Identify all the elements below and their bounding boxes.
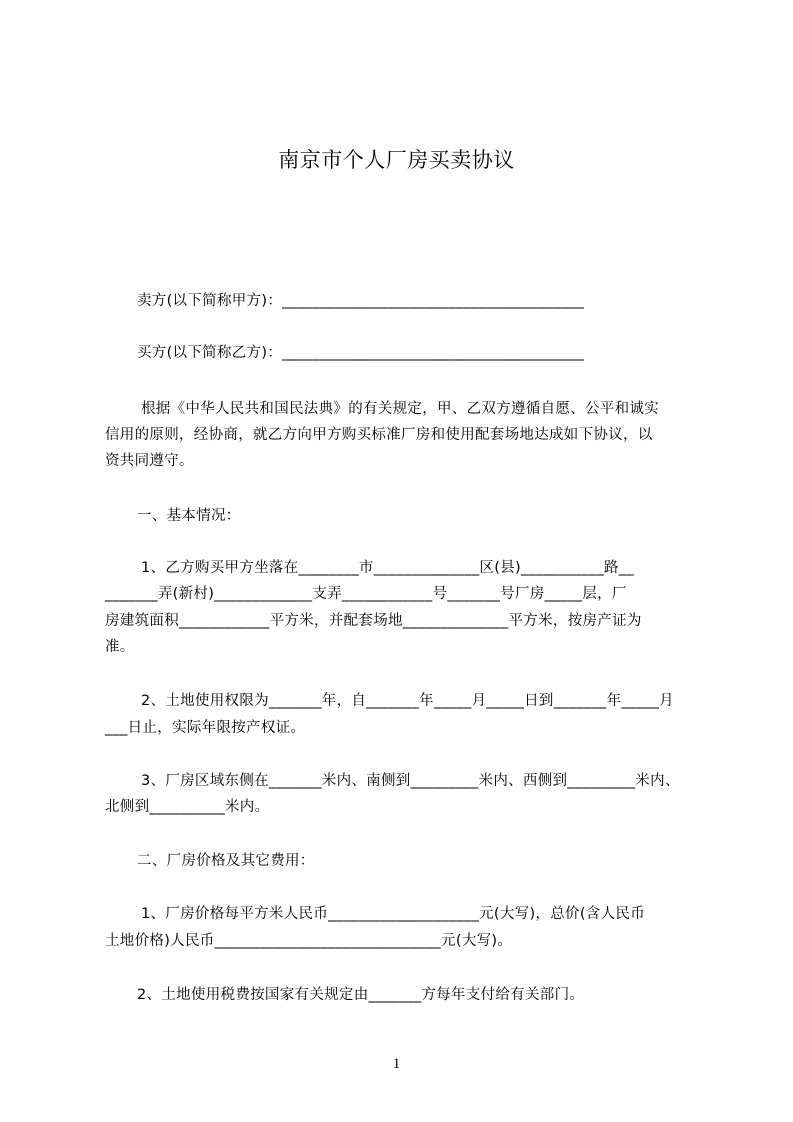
item1-2-line-2: ___日止，实际年限按产权证。 bbox=[105, 720, 306, 736]
preamble-line-1: 根据《中华人民共和国民法典》的有关规定，甲、乙双方遵循自愿、公平和诚实 bbox=[141, 401, 659, 417]
item1-2-line-1: 2、土地使用权限为_______年，自_______年_____月_____日到_______年_____月 bbox=[141, 693, 674, 709]
item1-1-line-2: _______弄(新村)_____________支弄____________号_______号厂房_____层，厂 bbox=[105, 586, 627, 602]
page-number: 1 bbox=[392, 1056, 401, 1072]
item1-1-line-1: 1、乙方购买甲方坐落在________市______________区(县)___________路__ bbox=[141, 560, 634, 576]
item1-1-line-4: 准。 bbox=[105, 639, 135, 655]
item1-1-line-3: 房建筑面积____________平方米，并配套场地______________平方米，按房产证为 bbox=[105, 613, 642, 629]
preamble-line-2: 信用的原则，经协商，就乙方向甲方购买标准厂房和使用配套场地达成如下协议，以 bbox=[105, 427, 653, 443]
preamble-line-3: 资共同遵守。 bbox=[105, 453, 194, 469]
item1-3-line-1: 3、厂房区域东侧在_______米内、南侧到_________米内、西侧到_________米内、 bbox=[141, 773, 680, 789]
item1-3-line-2: 北侧到__________米内。 bbox=[105, 799, 270, 815]
item2-2-line: 2、土地使用税费按国家有关规定由_______方每年支付给有关部门。 bbox=[137, 987, 585, 1003]
item2-1-line-1: 1、厂房价格每平方米人民币____________________元(大写)，总价(含人民币 bbox=[141, 906, 645, 922]
section2-heading: 二、厂房价格及其它费用： bbox=[137, 853, 315, 869]
buyer-line: 买方(以下简称乙方)：________________________________________ bbox=[137, 345, 585, 361]
seller-line: 卖方(以下简称甲方)：________________________________________ bbox=[137, 293, 585, 309]
section1-heading: 一、基本情况： bbox=[137, 508, 241, 524]
item2-1-line-2: 土地价格)人民币______________________________元(大写)。 bbox=[105, 933, 513, 949]
document-title: 南京市个人厂房买卖协议 bbox=[278, 148, 515, 172]
